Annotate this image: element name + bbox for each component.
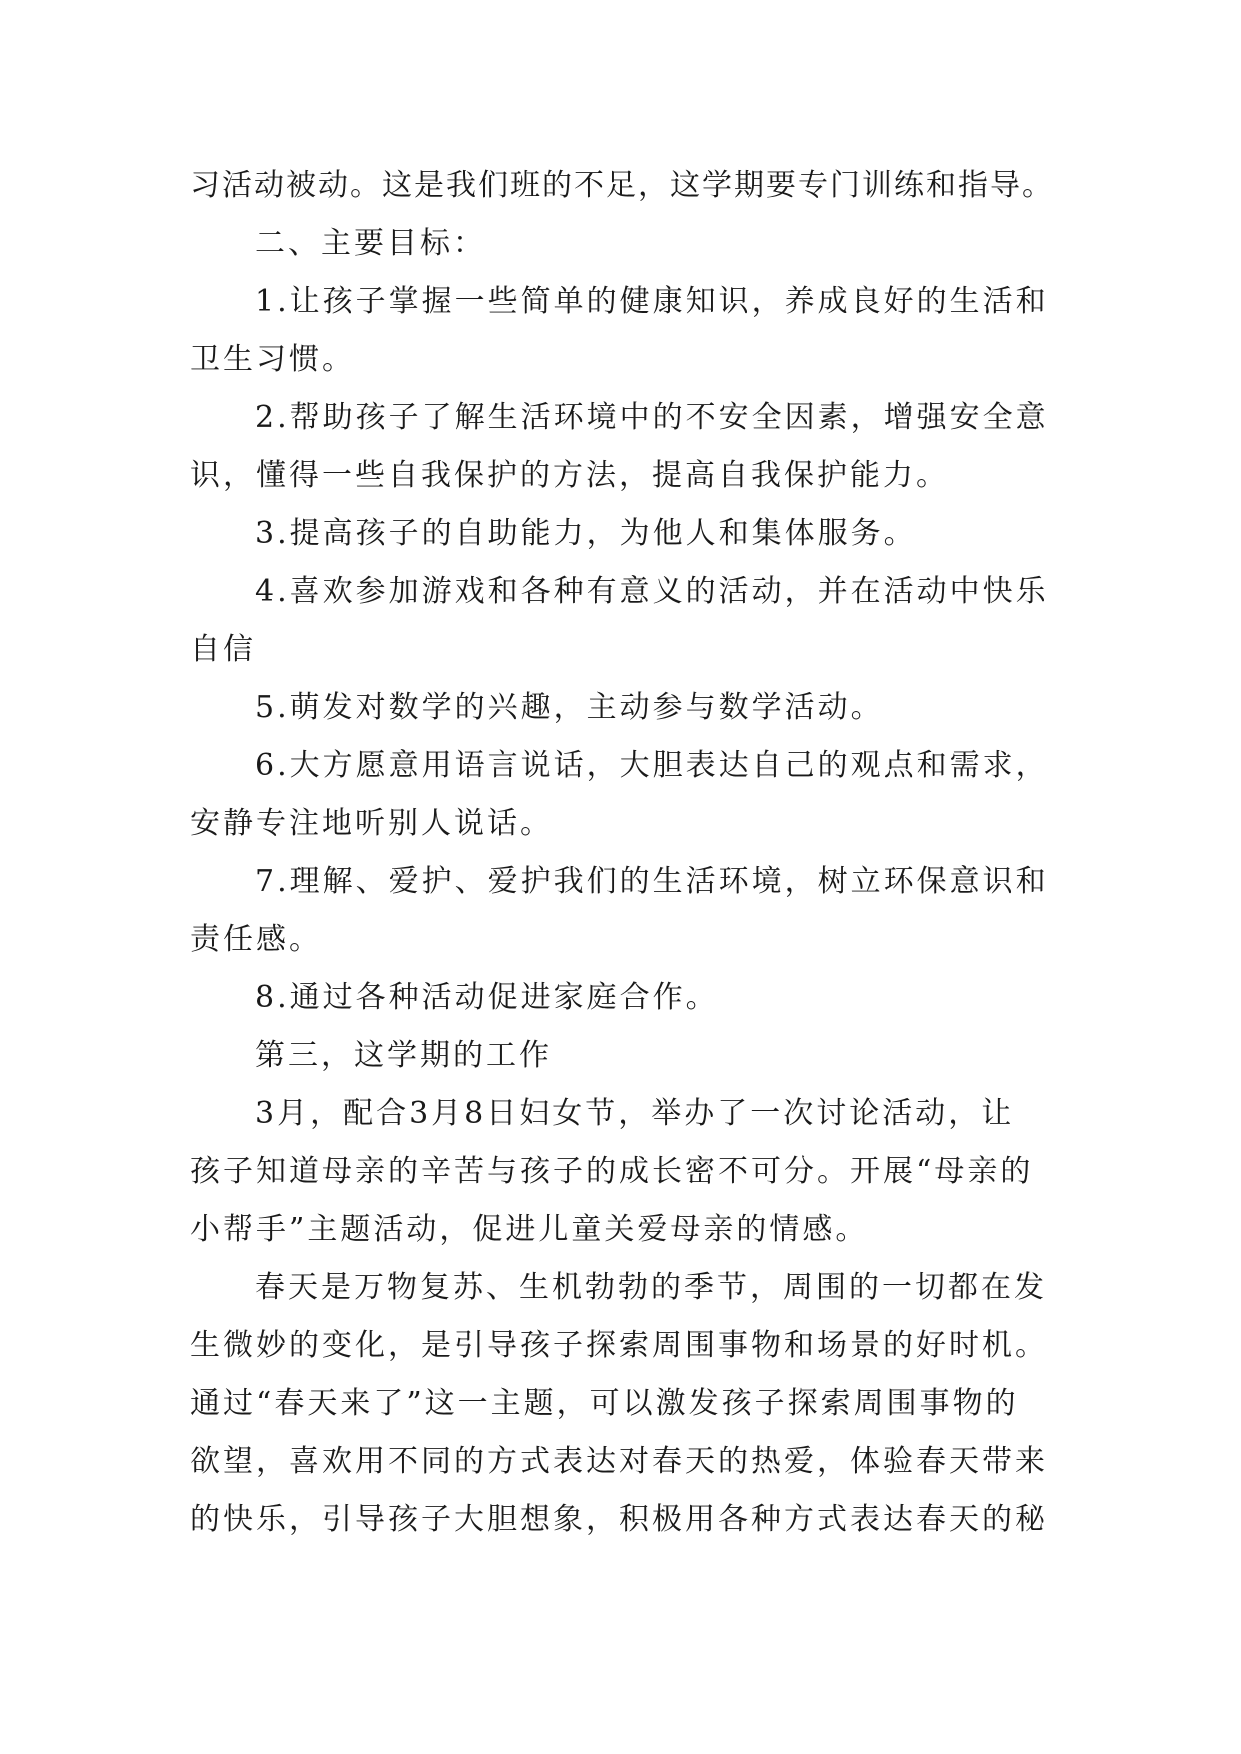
paragraph-text: 春天是万物复苏、生机勃勃的季节，周围的一切都在发 [255, 1270, 1047, 1305]
text-line: 卫生习惯。 [190, 342, 355, 377]
section-heading: 二、主要目标： [255, 226, 486, 261]
text-line: 小帮手”主题活动，促进儿童关爱母亲的情感。 [190, 1212, 869, 1247]
list-item-text: 8.通过各种活动促进家庭合作。 [255, 980, 719, 1015]
text-line: 通过“春天来了”这一主题，可以激发孩子探索周围事物的 [190, 1386, 1019, 1421]
paragraph-text: 3月，配合3月8日妇女节，举办了一次讨论活动，让 [255, 1096, 1015, 1131]
text-line: 自信 [190, 632, 256, 667]
list-item-text: 7.理解、爱护、爱护我们的生活环境，树立环保意识和 [255, 864, 1049, 899]
text-line: 识，懂得一些自我保护的方法，提高自我保护能力。 [190, 458, 949, 493]
list-item-text: 3.提高孩子的自助能力，为他人和集体服务。 [255, 516, 917, 551]
text-line: 习活动被动。这是我们班的不足，这学期要专门训练和指导。 [190, 168, 1054, 203]
section-heading: 第三，这学期的工作 [255, 1038, 552, 1073]
text-line: 欲望，喜欢用不同的方式表达对春天的热爱，体验春天带来 [190, 1444, 1048, 1479]
list-item-text: 1.让孩子掌握一些简单的健康知识，养成良好的生活和 [255, 284, 1049, 319]
list-item-text: 6.大方愿意用语言说话，大胆表达自己的观点和需求， [255, 748, 1049, 783]
list-item-text: 4.喜欢参加游戏和各种有意义的活动，并在活动中快乐 [255, 574, 1049, 609]
text-line: 生微妙的变化，是引导孩子探索周围事物和场景的好时机。 [190, 1328, 1048, 1363]
list-item-text: 5.萌发对数学的兴趣，主动参与数学活动。 [255, 690, 884, 725]
list-item-text: 2.帮助孩子了解生活环境中的不安全因素，增强安全意 [255, 400, 1049, 435]
text-line: 的快乐，引导孩子大胆想象，积极用各种方式表达春天的秘 [190, 1502, 1048, 1537]
text-line: 孩子知道母亲的辛苦与孩子的成长密不可分。开展“母亲的 [190, 1154, 1034, 1189]
text-line: 责任感。 [190, 922, 322, 957]
text-line: 安静专注地听别人说话。 [190, 806, 553, 841]
